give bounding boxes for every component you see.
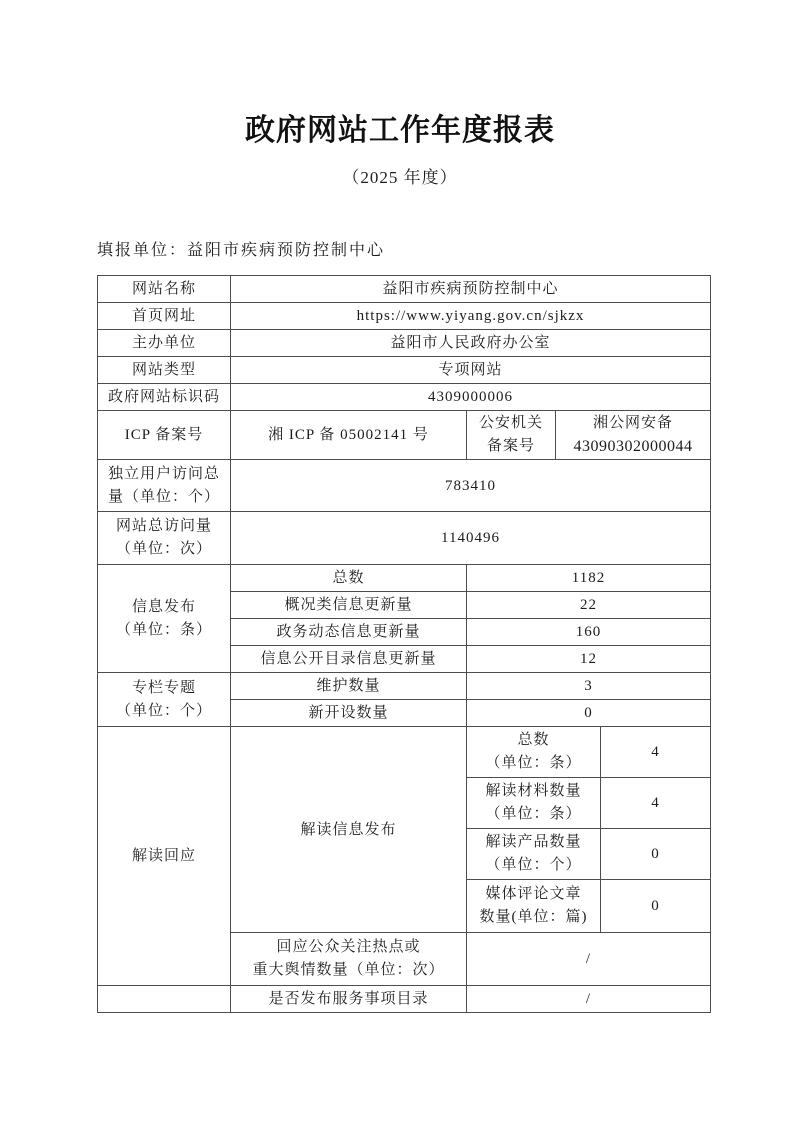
interpret-row-value: 0	[601, 880, 711, 933]
site-type-value-cell: 专项网站	[231, 357, 711, 384]
interpret-row-value: 4	[601, 727, 711, 778]
icp-label-cell: ICP 备案号	[98, 411, 231, 460]
interpret-row-label-line2: （单位：个）	[485, 857, 582, 873]
page-title: 政府网站工作年度报表	[245, 114, 555, 147]
table-row	[98, 512, 711, 565]
special-columns-label-line1: 专栏专题	[131, 679, 196, 696]
interpret-row-label-line2: 数量(单位：篇)	[479, 909, 588, 925]
special-columns-row-value: 3	[467, 673, 711, 700]
info-publish-row-label: 概况类信息更新量	[231, 592, 467, 619]
interpret-row-label	[467, 727, 601, 778]
unique-visitors-label-line1: 独立用户访问总	[107, 465, 220, 482]
page-subtitle: （2025 年度）	[342, 168, 458, 187]
police-record-value-cell	[556, 411, 711, 460]
interpret-row-label-line1: 总数	[517, 732, 550, 748]
total-visits-label-line2: （单位：次）	[115, 541, 212, 557]
special-columns-row-label: 维护数量	[231, 673, 467, 700]
interpret-row-value: 0	[601, 829, 711, 880]
special-columns-section-label-cell	[98, 673, 231, 727]
site-code-label-cell: 政府网站标识码	[98, 384, 231, 411]
table-row	[98, 673, 711, 700]
unique-visitors-label-line2: 量（单位：个）	[107, 488, 220, 505]
reporting-unit-label: 填报单位：	[97, 242, 188, 259]
interpret-row-label	[467, 778, 601, 829]
interpret-row-label-line1: 解读产品数量	[485, 834, 582, 850]
respond-value-cell: /	[467, 933, 711, 986]
total-visits-label-cell	[98, 512, 231, 565]
respond-label-line2: 重大舆情数量（单位：次）	[252, 962, 445, 978]
icp-value-cell: 湘 ICP 备 05002141 号	[231, 411, 467, 460]
police-record-label-cell	[467, 411, 556, 460]
reporting-unit-line	[97, 240, 800, 262]
site-name-value-cell: 益阳市疾病预防控制中心	[231, 276, 711, 303]
unique-visitors-value-cell: 783410	[231, 460, 711, 512]
table-row	[98, 303, 711, 330]
table-row	[98, 411, 711, 460]
table-row	[98, 276, 711, 303]
special-columns-label-line2: （单位：个）	[115, 702, 212, 719]
interpret-row-label-line2: （单位：条）	[485, 755, 582, 771]
police-record-label-line1: 公安机关	[478, 415, 543, 431]
info-publish-row-value: 160	[467, 619, 711, 646]
interpret-row-label-line2: （单位：条）	[485, 806, 582, 822]
info-publish-label-line1: 信息发布	[131, 598, 196, 615]
interpret-row-label	[467, 880, 601, 933]
empty-section-cell	[98, 986, 231, 1013]
total-visits-label-line1: 网站总访问量	[115, 518, 212, 534]
reporting-unit-value: 益阳市疾病预防控制中心	[187, 242, 386, 259]
info-publish-label-line2: （单位：条）	[115, 621, 212, 638]
info-publish-row-label: 政务动态信息更新量	[231, 619, 467, 646]
organizer-label-cell: 主办单位	[98, 330, 231, 357]
total-visits-value-cell: 1140496	[231, 512, 711, 565]
police-record-label-line2: 备案号	[486, 438, 535, 454]
annual-report-table	[97, 275, 711, 1013]
interpret-row-label-line1: 解读材料数量	[485, 783, 582, 799]
interpret-row-value: 4	[601, 778, 711, 829]
home-url-value-cell: https://www.yiyang.gov.cn/sjkzx	[231, 303, 711, 330]
site-type-label-cell: 网站类型	[98, 357, 231, 384]
police-record-value-line1: 湘公网安备	[593, 415, 674, 431]
respond-label-cell	[231, 933, 467, 986]
info-publish-row-value: 12	[467, 646, 711, 673]
info-publish-row-value: 22	[467, 592, 711, 619]
info-publish-section-label-cell	[98, 565, 231, 673]
site-name-label-cell: 网站名称	[98, 276, 231, 303]
special-columns-row-value: 0	[467, 700, 711, 727]
home-url-label-cell: 首页网址	[98, 303, 231, 330]
interpret-publish-label-cell: 解读信息发布	[231, 727, 467, 933]
interpret-row-label-line1: 媒体评论文章	[485, 886, 582, 902]
table-row	[98, 460, 711, 512]
interpret-section-label-cell: 解读回应	[98, 727, 231, 986]
info-publish-row-label: 总数	[231, 565, 467, 592]
unique-visitors-label-cell	[98, 460, 231, 512]
table-row	[98, 330, 711, 357]
table-row	[98, 565, 711, 592]
organizer-value-cell: 益阳市人民政府办公室	[231, 330, 711, 357]
table-row	[98, 986, 711, 1013]
site-code-value-cell: 4309000006	[231, 384, 711, 411]
police-record-value-line2: 43090302000044	[573, 438, 693, 455]
respond-label-line1: 回应公众关注热点或	[276, 939, 421, 955]
interpret-row-label	[467, 829, 601, 880]
info-publish-row-value: 1182	[467, 565, 711, 592]
service-directory-label-cell: 是否发布服务事项目录	[231, 986, 467, 1013]
info-publish-row-label: 信息公开目录信息更新量	[231, 646, 467, 673]
table-row	[98, 384, 711, 411]
table-row	[98, 357, 711, 384]
table-row	[98, 727, 711, 778]
service-directory-value-cell: /	[467, 986, 711, 1013]
special-columns-row-label: 新开设数量	[231, 700, 467, 727]
